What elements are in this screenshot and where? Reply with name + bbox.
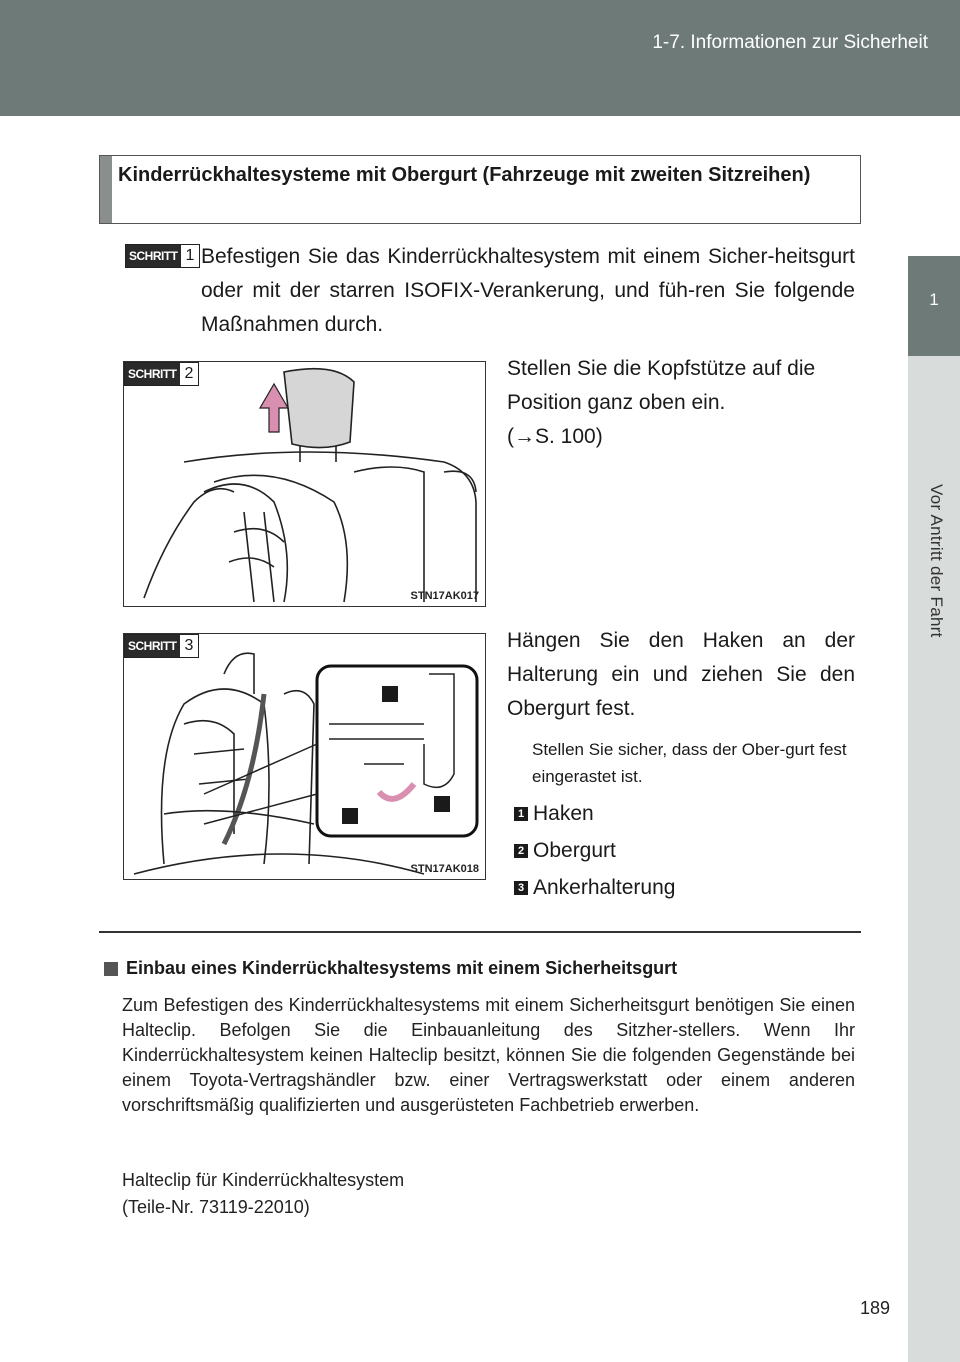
step-3-badge <box>124 634 199 658</box>
side-strip-upper <box>908 116 960 256</box>
step-label: SCHRITT <box>125 363 180 385</box>
part-line-1: Halteclip für Kinderrückhaltesystem <box>122 1170 405 1190</box>
callout-2-icon <box>382 686 398 702</box>
up-arrow-icon <box>260 384 288 432</box>
step-1-text: Befestigen Sie das Kinderrückhaltesystem mit einem Sicher-heitsgurt oder mit der starren ISOFIX-Verankerung, und füh-ren Sie folgende Maßnahmen durch. <box>201 245 855 336</box>
info-paragraph: Zum Befestigen des Kinderrückhaltesystems mit einem Sicherheitsgurt benötigen Sie einen Halteclip. Befolgen Sie die Einbauanleitung des Sitzher-stellers. Wenn Ihr Kinderrückhaltesystem keinen Halteclip besitzt, können Sie die folgenden Gegenstände bei einem Toyota-Vertragshändler bzw. einer Vertragswerkstatt oder einem anderen vorschriftsmäßig qualifizierten und ausgerüsteten Fachbetrieb erwerben. <box>122 995 855 1115</box>
step-label: SCHRITT <box>125 635 180 657</box>
step-number: 3 <box>180 635 199 657</box>
step-number: 1 <box>181 245 200 267</box>
step-3-note: Stellen Sie sicher, dass der Ober-gurt fest eingerastet ist. <box>532 740 847 786</box>
page-number: 189 <box>860 1298 891 1318</box>
square-bullet-icon <box>104 962 118 976</box>
legend-label: Ankerhalterung <box>533 876 676 899</box>
callout-3-icon <box>342 808 358 824</box>
legend-label: Obergurt <box>533 839 616 862</box>
section-title: 1-7. Informationen zur Sicherheit <box>652 32 928 53</box>
figure-headrest <box>123 361 486 607</box>
page-reference-link[interactable]: (→S. 100) <box>507 425 603 448</box>
legend-item <box>514 876 675 900</box>
step-label: SCHRITT <box>126 245 181 267</box>
legend-label: Haken <box>533 802 594 825</box>
legend-item <box>514 839 616 863</box>
info-title: Einbau eines Kinderrückhaltesystems mit einem Sicherheitsgurt <box>126 958 678 978</box>
legend-number-icon: 1 <box>514 807 528 821</box>
section-heading-box <box>99 155 861 224</box>
legend-number-icon: 2 <box>514 844 528 858</box>
callout-1-icon <box>434 796 450 812</box>
step-2-text: Stellen Sie die Kopfstütze auf die Position ganz oben ein. <box>507 357 816 414</box>
header-bar <box>0 0 960 116</box>
section-heading: Kinderrückhaltesysteme mit Obergurt (Fahrzeuge mit zweiten Sitzreihen) <box>118 164 811 186</box>
step-1-badge <box>125 244 200 268</box>
step-3-text: Hängen Sie den Haken an der Halterung ein und ziehen Sie den Obergurt fest. <box>507 629 855 720</box>
headrest-illustration <box>124 362 486 607</box>
heading-accent <box>100 156 112 223</box>
step-2-badge <box>124 362 199 386</box>
chapter-number: 1 <box>929 290 939 309</box>
legend-item <box>514 802 594 826</box>
figure-code: STN17AK018 <box>410 863 479 875</box>
part-line-2: (Teile-Nr. 73119-22010) <box>122 1197 310 1217</box>
step-number: 2 <box>180 363 199 385</box>
section-divider <box>99 931 861 933</box>
figure-code: STN17AK017 <box>410 590 479 602</box>
legend-number-icon: 3 <box>514 881 528 895</box>
tether-illustration <box>124 634 486 880</box>
chapter-title: Vor Antritt der Fahrt <box>927 484 946 638</box>
figure-top-tether <box>123 633 486 880</box>
info-heading <box>104 958 864 979</box>
